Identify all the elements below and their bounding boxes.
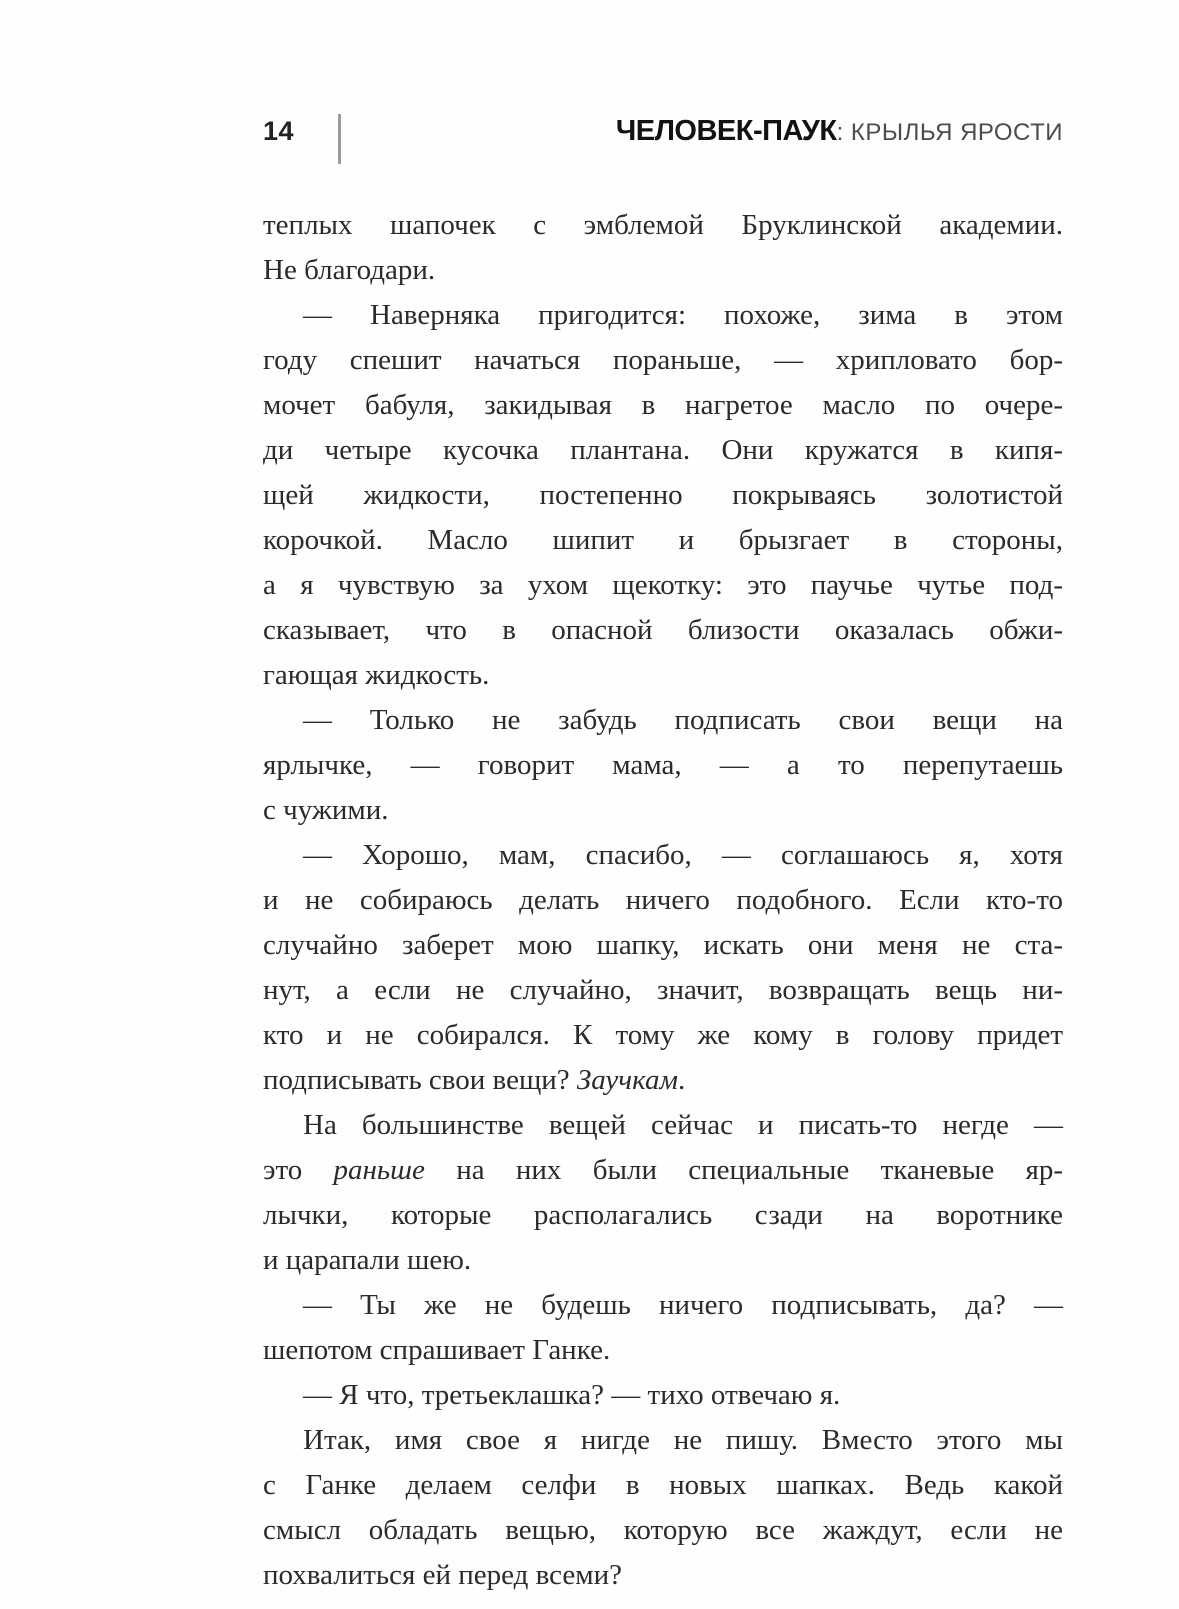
text-line [263,293,1063,338]
title-separator: : [836,118,851,146]
text-line [263,743,1063,788]
text-line [263,1013,1063,1058]
text-line [263,473,1063,518]
text-line [263,518,1063,563]
italic-text: Заучкам [576,1064,678,1096]
page-body [263,203,1063,1598]
plain-text: а я чувствую за ухом щекотку: это паучье чутье под- [263,569,1063,601]
plain-text: — Я что, третьеклашка? — тихо отвечаю я. [303,1379,841,1411]
text-line [263,1238,1063,1283]
plain-text: Итак, имя свое я нигде не пишу. Вместо этого мы [303,1424,1063,1456]
text-line [263,1418,1063,1463]
text-line [263,1508,1063,1553]
plain-text: сказывает, что в опасной близости оказалась обжи- [263,614,1063,646]
plain-text: лычки, которые располагались сзади на воротнике [263,1199,1063,1231]
text-line [263,788,1063,833]
text-line [263,1463,1063,1508]
text-line [263,833,1063,878]
text-line [263,968,1063,1013]
text-line [263,923,1063,968]
chapter-subtitle: КРЫЛЬЯ ЯРОСТИ [850,118,1063,146]
text-line [263,653,1063,698]
text-line [263,608,1063,653]
plain-text: — Хорошо, мам, спасибо, — соглашаюсь я, хотя [303,839,1063,871]
book-title: ЧЕЛОВЕК-ПАУК [615,114,837,147]
plain-text: Не благодари. [263,254,436,286]
header-left [263,106,341,156]
plain-text: теплых шапочек с эмблемой Бруклинской академии. [263,209,1063,241]
page-header [263,106,1063,156]
paragraph [263,1283,1063,1373]
text-line [263,1058,1063,1103]
plain-text: щей жидкости, постепенно покрываясь золотистой [263,479,1063,511]
plain-text: — Только не забудь подписать свои вещи на [303,704,1063,736]
plain-text: и не собираюсь делать ничего подобного. Если кто-то [263,884,1063,916]
text-line [263,563,1063,608]
plain-text: с Ганке делаем селфи в новых шапках. Ведь какой [263,1469,1063,1501]
text-line [263,428,1063,473]
text-line [263,1328,1063,1373]
paragraph [263,1373,1063,1418]
text-line [263,878,1063,923]
plain-text: случайно заберет мою шапку, искать они меня не ста- [263,929,1063,961]
plain-text: корочкой. Масло шипит и брызгает в стороны, [263,524,1063,556]
text-line [263,1553,1063,1598]
plain-text: нут, а если не случайно, значит, возвращать вещь ни- [263,974,1063,1006]
plain-text: это [263,1154,334,1186]
text-line [263,1103,1063,1148]
italic-text: раньше [333,1154,425,1186]
paragraph [263,293,1063,698]
paragraph [263,698,1063,833]
plain-text: и царапали шею. [263,1244,472,1276]
text-line [263,383,1063,428]
plain-text: на них были специальные тканевые яр- [424,1154,1063,1186]
plain-text: На большинстве вещей сейчас и писать-то негде — [303,1109,1063,1141]
text-line [263,203,1063,248]
text-line [263,338,1063,383]
text-line [263,698,1063,743]
paragraph [263,203,1063,293]
text-line [263,1373,1063,1418]
paragraph [263,1103,1063,1283]
text-line [263,1283,1063,1328]
plain-text: смысл обладать вещью, которую все жаждут, если не [263,1514,1063,1546]
plain-text: . [677,1064,686,1096]
paragraph [263,833,1063,1103]
page-number: 14 [263,115,295,146]
plain-text: ди четыре кусочка плантана. Они кружатся в кипя- [263,434,1063,466]
plain-text: — Наверняка пригодится: похоже, зима в этом [303,299,1063,331]
paragraph [263,1418,1063,1598]
plain-text: кто и не собирался. К тому же кому в голову придет [263,1019,1063,1051]
running-title [616,115,1063,148]
plain-text: подписывать свои вещи? [263,1064,577,1096]
plain-text: гающая жидкость. [263,659,490,691]
text-line [263,1193,1063,1238]
plain-text: мочет бабуля, закидывая в нагретое масло по очере- [263,389,1063,421]
plain-text: году спешит начаться пораньше, — хрипловато бор- [263,344,1063,376]
plain-text: шепотом спрашивает Ганке. [263,1334,611,1366]
text-line [263,248,1063,293]
text-line [263,1148,1063,1193]
plain-text: ярлычке, — говорит мама, — а то перепутаешь [263,749,1063,781]
plain-text: с чужими. [263,794,389,826]
header-divider [338,114,341,164]
plain-text: — Ты же не будешь ничего подписывать, да? — [303,1289,1063,1321]
plain-text: похвалиться ей перед всеми? [263,1559,622,1591]
